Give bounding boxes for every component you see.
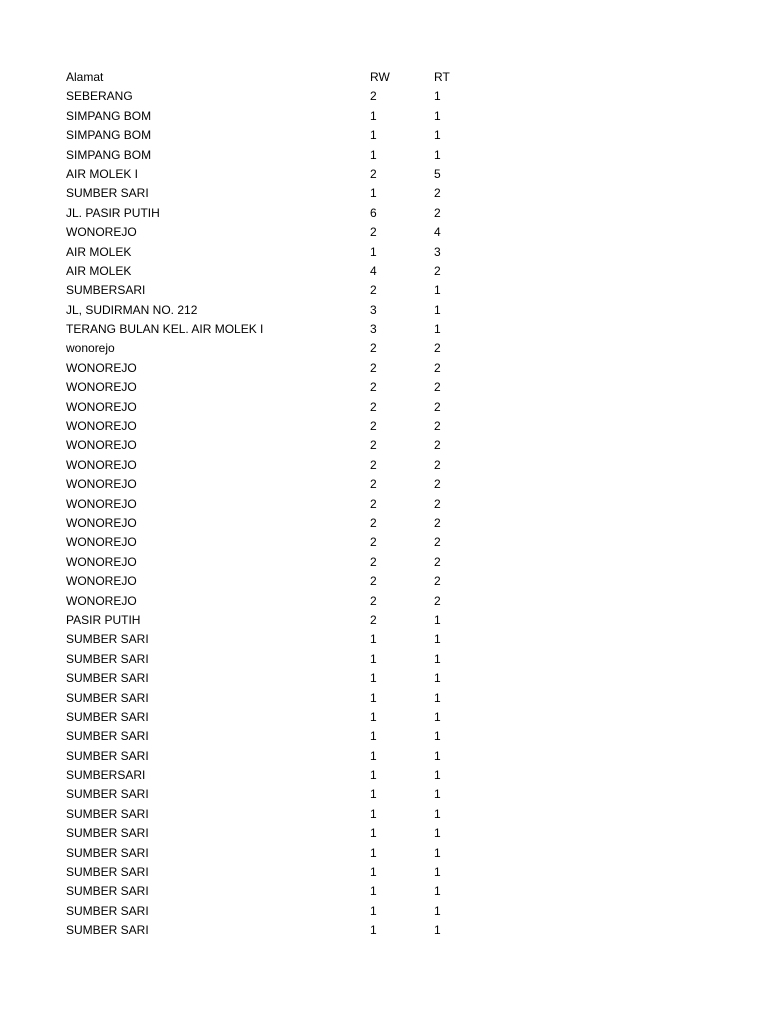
rw-cell: 1 bbox=[370, 826, 377, 841]
rw-cell: 2 bbox=[370, 438, 377, 453]
alamat-cell: SIMPANG BOM bbox=[66, 147, 152, 162]
rt-cell: 2 bbox=[434, 496, 441, 511]
table-row bbox=[66, 320, 474, 339]
alamat-cell: WONOREJO bbox=[66, 438, 137, 453]
rt-cell: 1 bbox=[434, 283, 441, 298]
table-row bbox=[66, 533, 474, 552]
table-row bbox=[66, 378, 474, 397]
rw-cell: 1 bbox=[370, 845, 377, 860]
alamat-cell: AIR MOLEK bbox=[66, 263, 132, 278]
alamat-cell: SUMBER SARI bbox=[66, 651, 149, 666]
rt-cell: 1 bbox=[434, 923, 441, 938]
table-row bbox=[66, 107, 474, 126]
rw-cell: 2 bbox=[370, 496, 377, 511]
alamat-cell: wonorejo bbox=[66, 341, 115, 356]
alamat-cell: WONOREJO bbox=[66, 574, 137, 589]
alamat-cell: SUMBER SARI bbox=[66, 865, 149, 880]
table-row bbox=[66, 611, 474, 630]
table-row bbox=[66, 456, 474, 475]
rt-cell: 1 bbox=[434, 768, 441, 783]
rt-cell: 1 bbox=[434, 128, 441, 143]
alamat-cell: SUMBER SARI bbox=[66, 903, 149, 918]
rw-cell: 3 bbox=[370, 302, 377, 317]
table-row bbox=[66, 184, 474, 203]
rt-cell: 2 bbox=[434, 360, 441, 375]
header-rw: RW bbox=[370, 70, 390, 84]
table-row bbox=[66, 146, 474, 165]
alamat-cell: AIR MOLEK I bbox=[66, 166, 139, 181]
table-body bbox=[66, 87, 474, 940]
table-row bbox=[66, 514, 474, 533]
alamat-cell: SEBERANG bbox=[66, 89, 133, 104]
rt-cell: 1 bbox=[434, 108, 441, 123]
table-header-row bbox=[66, 68, 474, 87]
table-row bbox=[66, 243, 474, 262]
rw-cell: 1 bbox=[370, 709, 377, 724]
alamat-cell: WONOREJO bbox=[66, 419, 137, 434]
rt-cell: 2 bbox=[434, 574, 441, 589]
alamat-cell: WONOREJO bbox=[66, 535, 137, 550]
rt-cell: 1 bbox=[434, 147, 441, 162]
rw-cell: 1 bbox=[370, 671, 377, 686]
table-row bbox=[66, 669, 474, 688]
table-row bbox=[66, 417, 474, 436]
rw-cell: 2 bbox=[370, 554, 377, 569]
rt-cell: 2 bbox=[434, 419, 441, 434]
rw-cell: 2 bbox=[370, 360, 377, 375]
rw-cell: 1 bbox=[370, 632, 377, 647]
table-row bbox=[66, 339, 474, 358]
rt-cell: 1 bbox=[434, 903, 441, 918]
table-row bbox=[66, 475, 474, 494]
table-row bbox=[66, 592, 474, 611]
rw-cell: 4 bbox=[370, 263, 377, 278]
rt-cell: 1 bbox=[434, 89, 441, 104]
table-row bbox=[66, 921, 474, 940]
alamat-cell: WONOREJO bbox=[66, 457, 137, 472]
rw-cell: 1 bbox=[370, 108, 377, 123]
rw-cell: 2 bbox=[370, 341, 377, 356]
table-row bbox=[66, 805, 474, 824]
table-row bbox=[66, 359, 474, 378]
rw-cell: 2 bbox=[370, 283, 377, 298]
alamat-cell: SUMBER SARI bbox=[66, 671, 149, 686]
rt-cell: 1 bbox=[434, 748, 441, 763]
table-row bbox=[66, 902, 474, 921]
rw-cell: 2 bbox=[370, 515, 377, 530]
rw-cell: 2 bbox=[370, 399, 377, 414]
rt-cell: 3 bbox=[434, 244, 441, 259]
alamat-cell: WONOREJO bbox=[66, 360, 137, 375]
table-row bbox=[66, 630, 474, 649]
alamat-cell: SUMBER SARI bbox=[66, 884, 149, 899]
rw-cell: 1 bbox=[370, 768, 377, 783]
rw-cell: 1 bbox=[370, 128, 377, 143]
rt-cell: 2 bbox=[434, 205, 441, 220]
rw-cell: 2 bbox=[370, 89, 377, 104]
rw-cell: 1 bbox=[370, 690, 377, 705]
alamat-cell: SUMBER SARI bbox=[66, 923, 149, 938]
rw-cell: 3 bbox=[370, 322, 377, 337]
alamat-cell: SUMBER SARI bbox=[66, 632, 149, 647]
rw-cell: 1 bbox=[370, 729, 377, 744]
table-row bbox=[66, 689, 474, 708]
alamat-cell: WONOREJO bbox=[66, 380, 137, 395]
table-row bbox=[66, 785, 474, 804]
alamat-cell: SUMBER SARI bbox=[66, 186, 149, 201]
table-row bbox=[66, 223, 474, 242]
rw-cell: 2 bbox=[370, 380, 377, 395]
table-row bbox=[66, 204, 474, 223]
rw-cell: 1 bbox=[370, 865, 377, 880]
rt-cell: 2 bbox=[434, 186, 441, 201]
rt-cell: 2 bbox=[434, 438, 441, 453]
table-row bbox=[66, 708, 474, 727]
rw-cell: 1 bbox=[370, 923, 377, 938]
rw-cell: 1 bbox=[370, 186, 377, 201]
table-row bbox=[66, 495, 474, 514]
alamat-cell: SUMBER SARI bbox=[66, 806, 149, 821]
alamat-cell: WONOREJO bbox=[66, 554, 137, 569]
rt-cell: 2 bbox=[434, 380, 441, 395]
alamat-cell: SUMBERSARI bbox=[66, 283, 146, 298]
rt-cell: 2 bbox=[434, 263, 441, 278]
rt-cell: 1 bbox=[434, 806, 441, 821]
alamat-cell: JL, SUDIRMAN NO. 212 bbox=[66, 302, 198, 317]
header-rt: RT bbox=[434, 70, 450, 84]
rw-cell: 2 bbox=[370, 166, 377, 181]
table-row bbox=[66, 650, 474, 669]
alamat-cell: SUMBER SARI bbox=[66, 690, 149, 705]
rt-cell: 2 bbox=[434, 477, 441, 492]
alamat-cell: SUMBER SARI bbox=[66, 729, 149, 744]
rw-cell: 1 bbox=[370, 806, 377, 821]
table-row bbox=[66, 165, 474, 184]
rt-cell: 2 bbox=[434, 554, 441, 569]
rt-cell: 1 bbox=[434, 709, 441, 724]
alamat-cell: PASIR PUTIH bbox=[66, 612, 141, 627]
header-alamat: Alamat bbox=[66, 70, 104, 84]
table-row bbox=[66, 126, 474, 145]
table-row bbox=[66, 262, 474, 281]
rw-cell: 2 bbox=[370, 477, 377, 492]
alamat-cell: WONOREJO bbox=[66, 515, 137, 530]
rt-cell: 2 bbox=[434, 593, 441, 608]
alamat-cell: SUMBER SARI bbox=[66, 826, 149, 841]
rt-cell: 2 bbox=[434, 515, 441, 530]
alamat-cell: SUMBER SARI bbox=[66, 845, 149, 860]
table-row bbox=[66, 553, 474, 572]
alamat-cell: AIR MOLEK bbox=[66, 244, 132, 259]
table-row bbox=[66, 844, 474, 863]
rt-cell: 1 bbox=[434, 884, 441, 899]
rt-cell: 5 bbox=[434, 166, 441, 181]
rw-cell: 2 bbox=[370, 574, 377, 589]
rt-cell: 1 bbox=[434, 651, 441, 666]
rw-cell: 1 bbox=[370, 244, 377, 259]
alamat-cell: WONOREJO bbox=[66, 496, 137, 511]
table-row bbox=[66, 398, 474, 417]
rw-cell: 1 bbox=[370, 147, 377, 162]
alamat-cell: TERANG BULAN KEL. AIR MOLEK I bbox=[66, 322, 264, 337]
rw-cell: 2 bbox=[370, 612, 377, 627]
rt-cell: 1 bbox=[434, 690, 441, 705]
rt-cell: 4 bbox=[434, 225, 441, 240]
rw-cell: 1 bbox=[370, 748, 377, 763]
rw-cell: 1 bbox=[370, 884, 377, 899]
table-row bbox=[66, 281, 474, 300]
rt-cell: 1 bbox=[434, 322, 441, 337]
alamat-cell: SUMBER SARI bbox=[66, 748, 149, 763]
rw-cell: 1 bbox=[370, 651, 377, 666]
rw-cell: 1 bbox=[370, 787, 377, 802]
rt-cell: 1 bbox=[434, 865, 441, 880]
rt-cell: 1 bbox=[434, 826, 441, 841]
rt-cell: 1 bbox=[434, 302, 441, 317]
table-row bbox=[66, 824, 474, 843]
rt-cell: 1 bbox=[434, 729, 441, 744]
rt-cell: 1 bbox=[434, 787, 441, 802]
table-row bbox=[66, 301, 474, 320]
table-row bbox=[66, 87, 474, 106]
rt-cell: 1 bbox=[434, 671, 441, 686]
alamat-cell: SUMBER SARI bbox=[66, 709, 149, 724]
rt-cell: 2 bbox=[434, 399, 441, 414]
address-table bbox=[66, 68, 474, 941]
alamat-cell: WONOREJO bbox=[66, 399, 137, 414]
alamat-cell: JL. PASIR PUTIH bbox=[66, 205, 160, 220]
rw-cell: 2 bbox=[370, 225, 377, 240]
table-row bbox=[66, 436, 474, 455]
table-row bbox=[66, 747, 474, 766]
rt-cell: 1 bbox=[434, 612, 441, 627]
rw-cell: 2 bbox=[370, 457, 377, 472]
alamat-cell: SIMPANG BOM bbox=[66, 128, 152, 143]
rw-cell: 2 bbox=[370, 535, 377, 550]
rt-cell: 2 bbox=[434, 535, 441, 550]
alamat-cell: SIMPANG BOM bbox=[66, 108, 152, 123]
rw-cell: 1 bbox=[370, 903, 377, 918]
rt-cell: 1 bbox=[434, 632, 441, 647]
alamat-cell: WONOREJO bbox=[66, 593, 137, 608]
table-row bbox=[66, 863, 474, 882]
rw-cell: 2 bbox=[370, 419, 377, 434]
alamat-cell: SUMBERSARI bbox=[66, 768, 146, 783]
rt-cell: 1 bbox=[434, 845, 441, 860]
alamat-cell: WONOREJO bbox=[66, 225, 137, 240]
alamat-cell: SUMBER SARI bbox=[66, 787, 149, 802]
table-row bbox=[66, 766, 474, 785]
table-row bbox=[66, 882, 474, 901]
rt-cell: 2 bbox=[434, 457, 441, 472]
table-row bbox=[66, 727, 474, 746]
table-row bbox=[66, 572, 474, 591]
rw-cell: 2 bbox=[370, 593, 377, 608]
alamat-cell: WONOREJO bbox=[66, 477, 137, 492]
rw-cell: 6 bbox=[370, 205, 377, 220]
rt-cell: 2 bbox=[434, 341, 441, 356]
